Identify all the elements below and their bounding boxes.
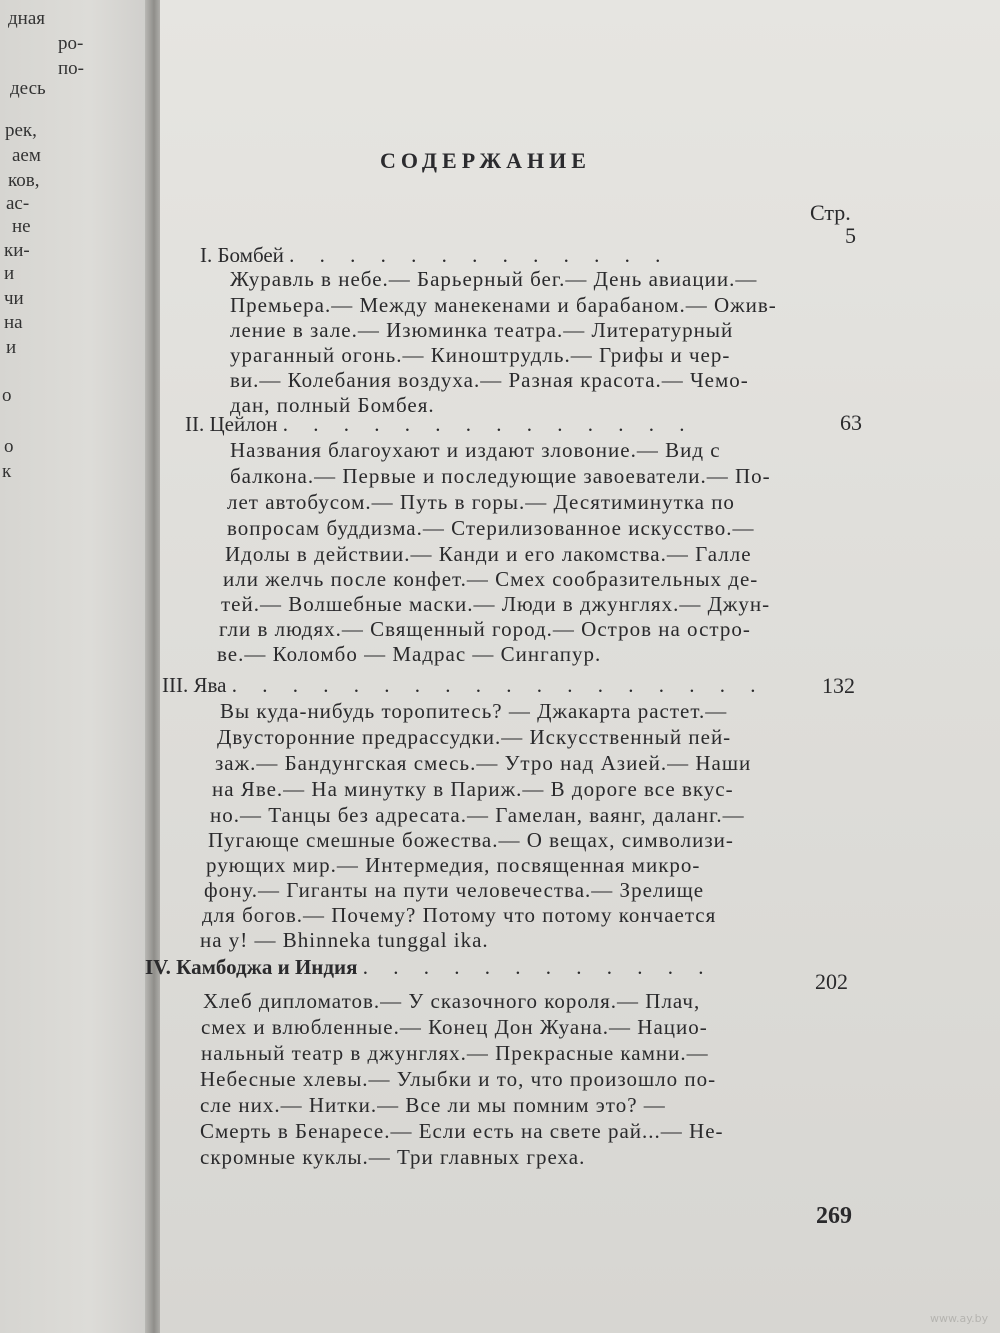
left-page-fragment: на [4,312,23,333]
left-page-fragment: о [4,436,14,457]
chapter-line: скромные куклы.— Три главных греха. [200,1145,586,1169]
chapter-title: I. Бомбей [200,243,284,267]
chapter-line: Хлеб дипломатов.— У сказочного короля.— Плач, [203,989,701,1013]
chapter-line: ви.— Колебания воздуха.— Разная красота.— Чемо- [230,368,749,392]
chapter-line: нальный театр в джунглях.— Прекрасные камни.— [201,1041,709,1065]
left-page-fragment: и [6,337,17,358]
left-page-fragment: ро- [58,33,84,54]
chapter-title-line [185,412,865,437]
leader-dots: . . . . . . . . . . . . . [289,243,671,267]
chapter-line: ве.— Коломбо — Мадрас — Сингапур. [217,642,602,666]
chapter-title-line [145,955,865,980]
chapter-line: Премьера.— Между манекенами и барабаном.— Ожив- [230,293,777,317]
left-page-fragment: по- [58,58,84,79]
left-page-fragment: дная [8,8,46,29]
chapter-page: 202 [815,969,848,994]
page-number: 269 [816,1203,852,1229]
chapter-page: 63 [840,410,862,435]
watermark: www.ay.by [930,1312,989,1325]
chapter-line: на Яве.— На минутку в Париж.— В дороге все вкус- [212,777,734,801]
chapter-line: ление в зале.— Изюминка театра.— Литературный [230,318,734,342]
chapter-line: фону.— Гиганты на пути человечества.— Зрелище [204,878,705,902]
leader-dots: . . . . . . . . . . . . [362,955,714,979]
left-page [0,0,150,1333]
leader-dots: . . . . . . . . . . . . . . [282,412,695,436]
chapter-section [145,955,865,1175]
chapter-section [185,410,865,666]
chapter-line: Смерть в Бенаресе.— Если есть на свете рай...— Не- [200,1119,724,1143]
chapter-title: III. Ява [162,673,227,697]
chapter-title: IV. Камбоджа и Индия [145,955,358,979]
chapter-line: Идолы в действии.— Канди и его лакомства.— Галле [225,542,752,566]
leader-dots: . . . . . . . . . . . . . . . . . . [231,673,766,697]
chapter-section [200,223,865,417]
chapter-line: или желчь после конфет.— Смех сообразительных де- [223,567,759,591]
chapter-line: Пугающе смешные божества.— О вещах, символизи- [208,828,734,852]
chapter-page: 5 [845,223,856,248]
left-page-fragment: и [4,263,15,284]
chapter-title-line [162,673,862,698]
chapter-line: гли в людях.— Священный город.— Остров на остро- [219,617,751,641]
left-page-fragment: ас- [6,193,30,214]
chapter-line: дан, полный Бомбея. [230,393,435,417]
left-page-fragment: рек, [5,120,37,141]
chapter-line: тей.— Волшебные маски.— Люди в джунглях.— Джун- [221,592,771,616]
chapter-line: на у! — Bhinneka tunggal ika. [200,928,489,952]
chapter-line: смех и влюбленные.— Конец Дон Жуана.— Нацио- [201,1015,708,1039]
chapter-line: но.— Танцы без адресата.— Гамелан, ваянг, даланг.— [210,803,745,827]
left-page-fragment: ков, [8,170,40,191]
chapter-line: лет автобусом.— Путь в горы.— Десятиминутка по [227,490,735,514]
chapter-section [162,673,862,952]
chapter-line: Вы куда-нибудь торопитесь? — Джакарта растет.— [220,699,728,723]
chapter-line: для богов.— Почему? Потому что потому кончается [202,903,717,927]
chapter-page: 132 [822,673,855,698]
chapter-line: Названия благоухают и издают зловоние.— Вид с [230,438,721,462]
chapter-line: Журавль в небе.— Барьерный бег.— День авиации.— [230,267,758,291]
left-page-fragment: не [12,216,31,237]
chapter-line: Небесные хлевы.— Улыбки и то, что произошло по- [200,1067,717,1091]
page-column-label: Стр. [810,200,851,225]
left-page-fragment: чи [4,288,24,309]
left-page-fragment: о [2,385,12,406]
chapter-line: балкона.— Первые и последующие завоеватели.— По- [230,464,771,488]
left-page-fragment: десь [10,78,46,99]
chapter-line: рующих мир.— Интермедия, посвященная микро- [206,853,701,877]
page-title: СОДЕРЖАНИЕ [380,148,591,173]
chapter-line: заж.— Бандунгская смесь.— Утро над Азией.— Наши [215,751,752,775]
left-page-fragment: к [2,461,12,482]
chapter-line: Двусторонние предрассудки.— Искусственный пей- [217,725,732,749]
left-page-fragment: ки- [4,240,30,261]
chapter-line: сле них.— Нитки.— Все ли мы помним это? — [200,1093,666,1117]
left-page-fragment: аем [12,145,41,166]
chapter-line: ураганный огонь.— Киноштрудль.— Грифы и чер- [230,343,731,367]
chapter-title-line [200,243,865,268]
chapter-title: II. Цейлон [185,412,278,436]
chapter-line: вопросам буддизма.— Стерилизованное искусство.— [227,516,755,540]
